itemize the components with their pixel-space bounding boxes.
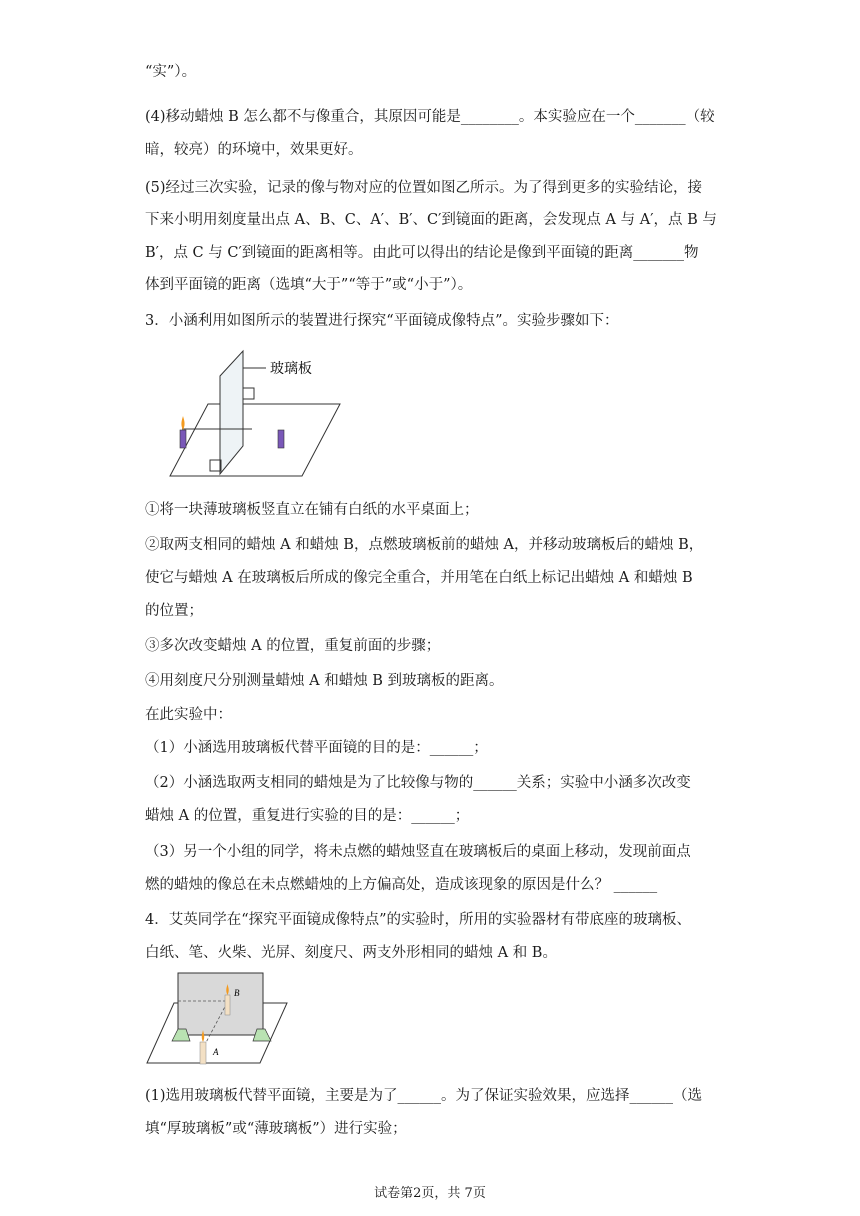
text-line: (4)移动蜡烛 B 怎么都不与像重合，其原因可能是________。本实验应在一个_______（较 — [145, 109, 715, 125]
text-line: (1)选用玻璃板代替平面镜，主要是为了______。为了保证实验效果，应选择______（选 — [145, 1088, 703, 1104]
text-line: （2）小涵选取两支相同的蜡烛是为了比较像与物的______关系；实验中小涵多次改变 — [145, 775, 691, 791]
text-line: ④用刻度尺分别测量蜡烛 A 和蜡烛 B 到玻璃板的距离。 — [145, 673, 504, 689]
question-4-header: 4．艾英同学在“探究平面镜成像特点”的实验时，所用的实验器材有带底座的玻璃板、 — [145, 912, 692, 928]
text-line: 白纸、笔、火柴、光屏、刻度尺、两支外形相同的蜡烛 A 和 B。 — [145, 945, 557, 961]
figure-label-glass: 玻璃板 — [270, 360, 312, 376]
text-line: 暗，较亮）的环境中，效果更好。 — [145, 142, 363, 158]
text-line: 蜡烛 A 的位置，重复进行实验的目的是：______； — [145, 808, 470, 824]
glass-plate-stand-figure — [142, 968, 292, 1068]
text-line: “实”）。 — [145, 64, 197, 80]
question-3-header: 3．小涵利用如图所示的装置进行探究“平面镜成像特点”。实验步骤如下： — [145, 313, 619, 329]
text-line: 在此实验中： — [145, 707, 232, 723]
page-footer: 试卷第2页，共 7页 — [374, 1186, 486, 1201]
candle-label-a: A — [213, 1047, 219, 1057]
text-line: 体到平面镜的距离（选填“大于”“等于”或“小于”）。 — [145, 277, 473, 293]
text-line: (5)经过三次实验，记录的像与物对应的位置如图乙所示。为了得到更多的实验结论，接 — [145, 180, 703, 196]
text-line: 使它与蜡烛 A 在玻璃板后所成的像完全重合，并用笔在白纸上标记出蜡烛 A 和蜡烛 B — [145, 570, 693, 586]
candle-label-b: B — [234, 988, 240, 998]
text-line: ③多次改变蜡烛 A 的位置，重复前面的步骤； — [145, 638, 441, 654]
text-line: 燃的蜡烛的像总在未点燃蜡烛的上方偏高处，造成该现象的原因是什么？ ______ — [145, 877, 658, 893]
text-line: 填“厚玻璃板”或“薄玻璃板”）进行实验； — [145, 1121, 407, 1137]
glass-plate-figure — [150, 346, 350, 481]
text-line: （1）小涵选用玻璃板代替平面镜的目的是：______； — [145, 740, 488, 756]
text-line: （3）另一个小组的同学，将未点燃的蜡烛竖直在玻璃板后的桌面上移动，发现前面点 — [145, 844, 691, 860]
text-line: B′，点 C 与 C′到镜面的距离相等。由此可以得出的结论是像到平面镜的距离_______物 — [145, 245, 699, 261]
text-line: 下来小明用刻度量出点 A、B、C、A′、B′、C′到镜面的距离，会发现点 A 与 A′，点 B 与 — [145, 212, 717, 228]
text-line: 的位置； — [145, 603, 203, 619]
text-line: ②取两支相同的蜡烛 A 和蜡烛 B，点燃玻璃板前的蜡烛 A，并移动玻璃板后的蜡烛 B， — [145, 537, 704, 553]
text-line: ①将一块薄玻璃板竖直立在铺有白纸的水平桌面上； — [145, 502, 479, 518]
